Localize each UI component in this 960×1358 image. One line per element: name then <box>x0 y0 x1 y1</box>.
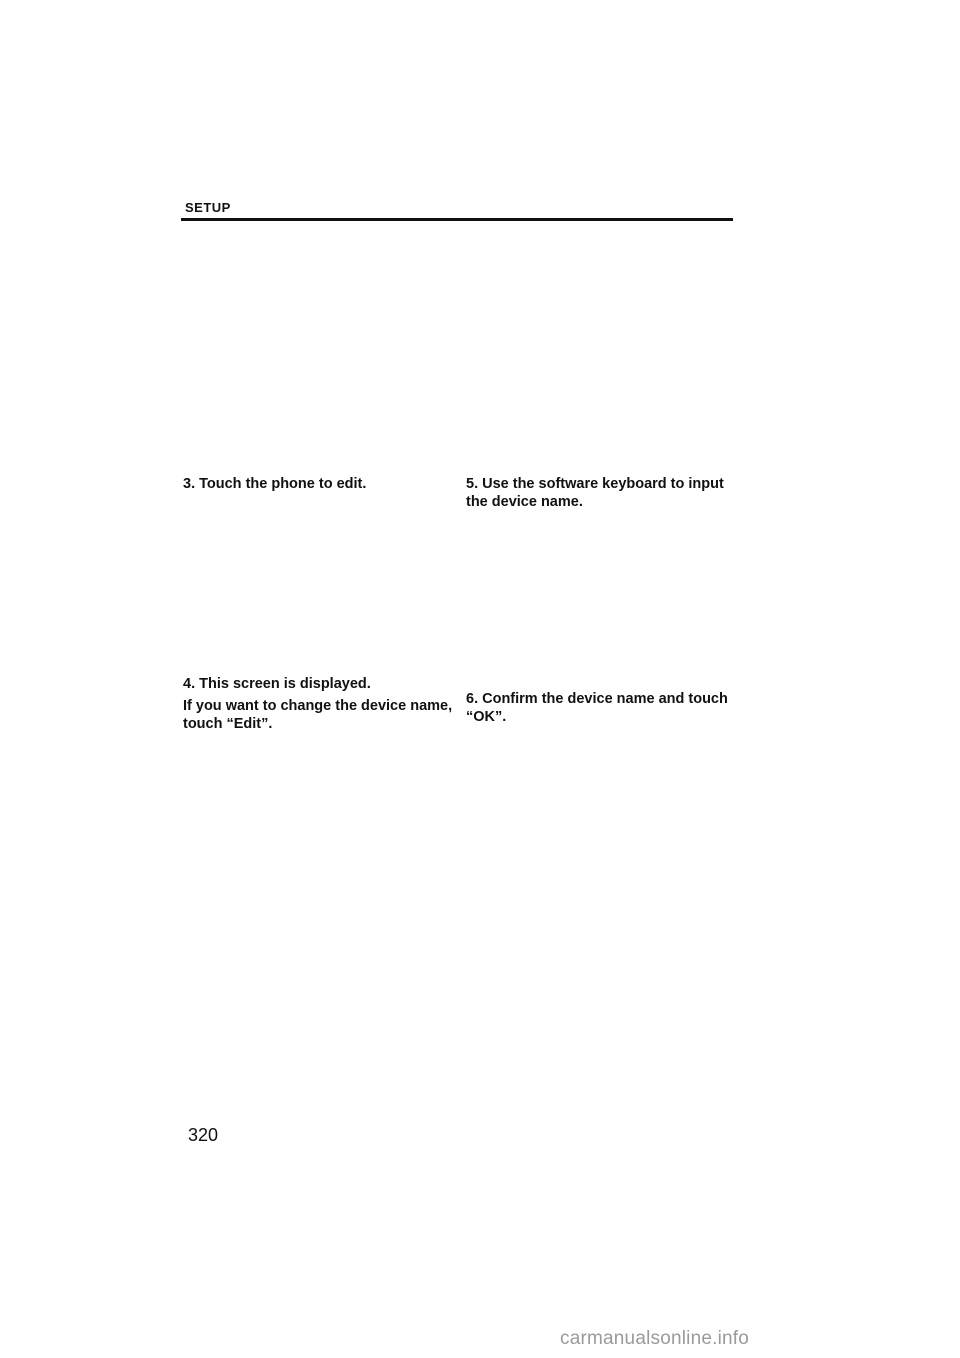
step-6-text: 6. Confirm the device name and touch “OK”. <box>466 691 728 725</box>
step-5-text: 5. Use the software keyboard to input the device name. <box>466 476 724 510</box>
step-4-text: 4. This screen is displayed. <box>183 676 371 692</box>
page-number: 320 <box>188 1125 219 1145</box>
section-title: SETUP <box>185 200 231 215</box>
watermark: carmanualsonline.info <box>560 1328 750 1349</box>
step-3-text: 3. Touch the phone to edit. <box>183 476 367 492</box>
step-4-note: If you want to change the device name, touch “Edit”. <box>183 698 453 732</box>
header-rule <box>181 218 733 221</box>
